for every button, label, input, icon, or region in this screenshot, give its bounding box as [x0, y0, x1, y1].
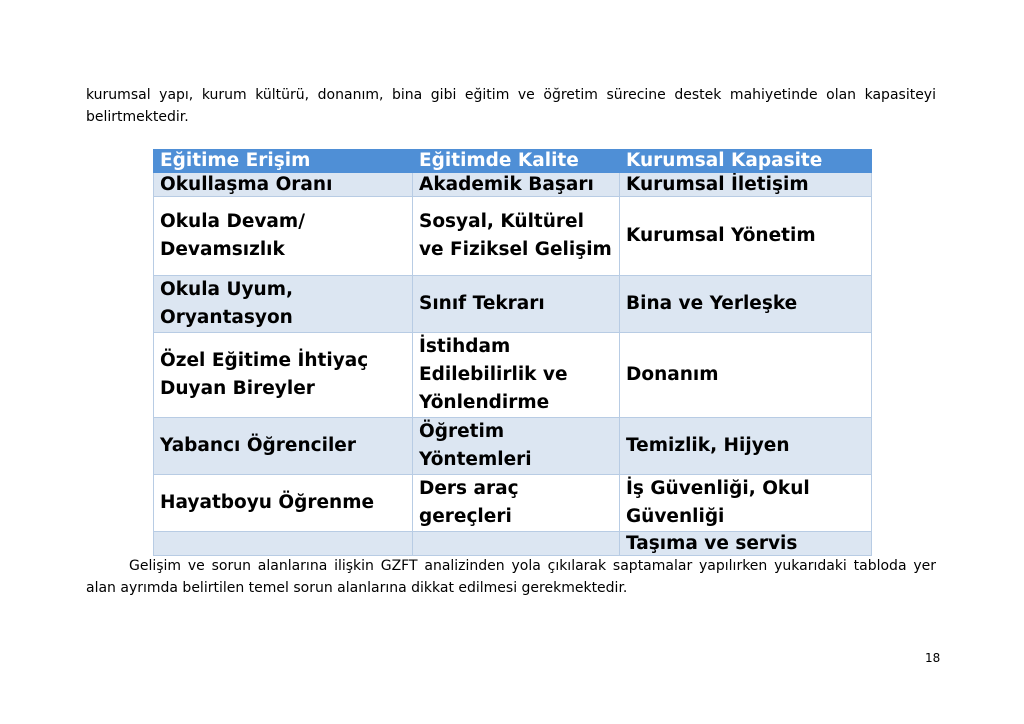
- table-cell: Kurumsal İletişim: [620, 173, 872, 197]
- table-row: [154, 333, 872, 418]
- table-cell: Kurumsal Yönetim: [620, 197, 872, 276]
- table-cell: Sosyal, Kültürel ve Fiziksel Gelişim: [413, 197, 620, 276]
- table-cell: Bina ve Yerleşke: [620, 276, 872, 333]
- table-header-row: [154, 150, 872, 173]
- table-cell: İş Güvenliği, Okul Güvenliği: [620, 475, 872, 532]
- table-cell: Hayatboyu Öğrenme: [154, 475, 413, 532]
- header-egitimde-kalite: Eğitimde Kalite: [413, 150, 620, 173]
- header-egitime-erisim: Eğitime Erişim: [154, 150, 413, 173]
- table-row: [154, 418, 872, 475]
- table-cell: Donanım: [620, 333, 872, 418]
- table-row: [154, 197, 872, 276]
- header-kurumsal-kapasite: Kurumsal Kapasite: [620, 150, 872, 173]
- page-number: 18: [925, 651, 941, 665]
- table-cell: Temizlik, Hijyen: [620, 418, 872, 475]
- table-cell: Okula Devam/ Devamsızlık: [154, 197, 413, 276]
- table-cell: Öğretim Yöntemleri: [413, 418, 620, 475]
- table-cell: Okula Uyum, Oryantasyon: [154, 276, 413, 333]
- table-row: [154, 475, 872, 532]
- table-cell: Taşıma ve servis: [620, 532, 872, 556]
- table-row: [154, 276, 872, 333]
- table-row: [154, 173, 872, 197]
- table-cell: İstihdam Edilebilirlik ve Yönlendirme: [413, 333, 620, 418]
- table-cell: [154, 532, 413, 556]
- problem-areas-table: [153, 149, 872, 556]
- table-cell: [413, 532, 620, 556]
- table-cell: Özel Eğitime İhtiyaç Duyan Bireyler: [154, 333, 413, 418]
- table-cell: Akademik Başarı: [413, 173, 620, 197]
- table-cell: Sınıf Tekrarı: [413, 276, 620, 333]
- intro-paragraph: kurumsal yapı, kurum kültürü, donanım, bina gibi eğitim ve öğretim sürecine destek mahiyetinde olan kapasiteyi belirtmektedir.: [86, 87, 936, 125]
- table-cell: Ders araç gereçleri: [413, 475, 620, 532]
- conclusion-paragraph: Gelişim ve sorun alanlarına ilişkin GZFT analizinden yola çıkılarak saptamalar yapılırken yukarıdaki tabloda yer alan ayrımda belirtilen temel sorun alanlarına dikkat edilmesi gerekmektedir.: [86, 558, 936, 596]
- table-cell: Okullaşma Oranı: [154, 173, 413, 197]
- table-row: [154, 532, 872, 556]
- table-cell: Yabancı Öğrenciler: [154, 418, 413, 475]
